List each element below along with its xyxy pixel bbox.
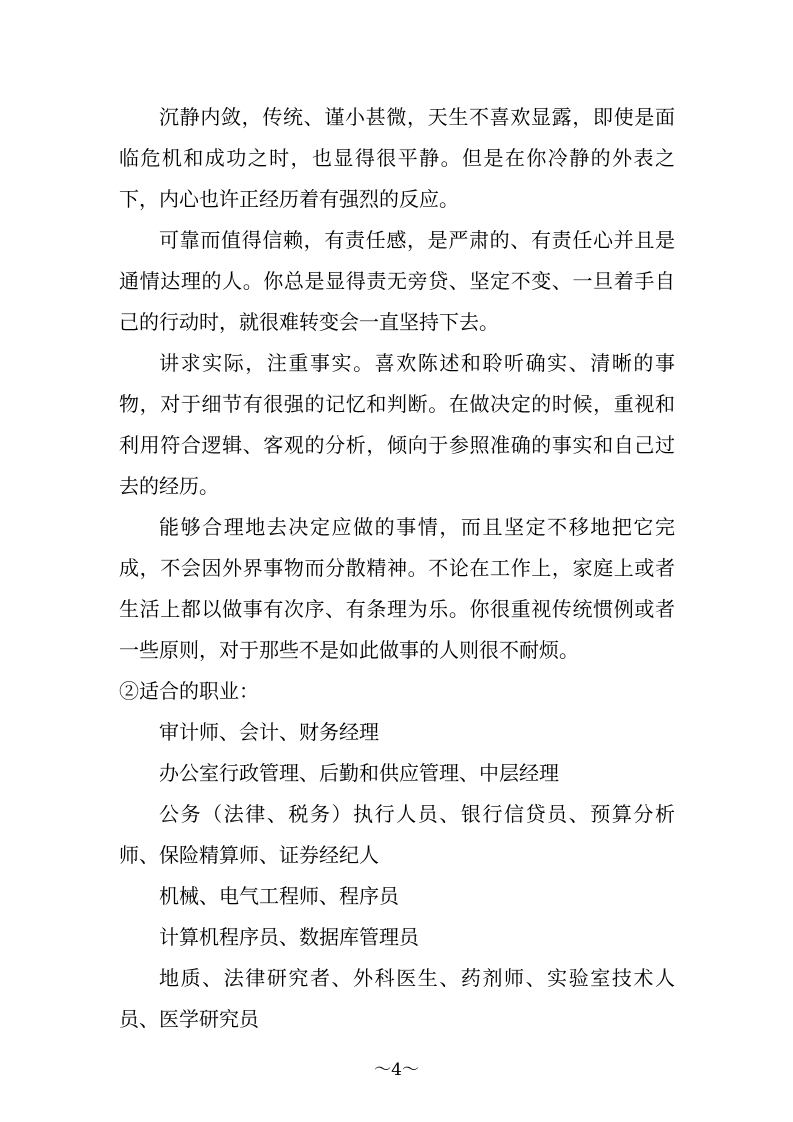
paragraph-personality-3: 讲求实际，注重事实。喜欢陈述和聆听确实、清晰的事物，对于细节有很强的记忆和判断。在做决定的时候，重视和利用符合逻辑、客观的分析，倾向于参照准确的事实和自己过去的经历。 [119, 351, 675, 498]
paragraph-personality-2: 可靠而值得信赖，有责任感，是严肃的、有责任心并且是通情达理的人。你总是显得责无旁贷、坚定不变、一旦着手自己的行动时，就很难转变会一直坚持下去。 [119, 228, 675, 334]
career-item: 地质、法律研究者、外科医生、药剂师、实验室技术人员、医学研究员 [119, 966, 675, 1031]
career-item: 机械、电气工程师、程序员 [159, 884, 399, 908]
career-item: 审计师、会计、财务经理 [159, 720, 379, 744]
page-number: ～4～ [374, 1060, 419, 1080]
career-item: 公务（法律、税务）执行人员、银行信贷员、预算分析师、保险精算师、证券经纪人 [119, 802, 675, 867]
paragraph-personality-4: 能够合理地去决定应做的事情，而且坚定不移地把它完成，不会因外界事物而分散精神。不论在工作上，家庭上或者生活上都以做事有次序、有条理为乐。你很重视传统惯例或者一些原则，对于那些不是如此做事的人则很不耐烦。 [119, 515, 675, 662]
section-heading-careers: ②适合的职业： [119, 679, 259, 703]
career-item: 办公室行政管理、后勤和供应管理、中层经理 [159, 761, 559, 785]
paragraph-personality-1: 沉静内敛，传统、谨小甚微，天生不喜欢显露，即使是面临危机和成功之时，也显得很平静。但是在你冷静的外表之下，内心也许正经历着有强烈的反应。 [119, 105, 675, 211]
body-text [119, 97, 675, 1040]
career-item: 计算机程序员、数据库管理员 [159, 925, 419, 949]
